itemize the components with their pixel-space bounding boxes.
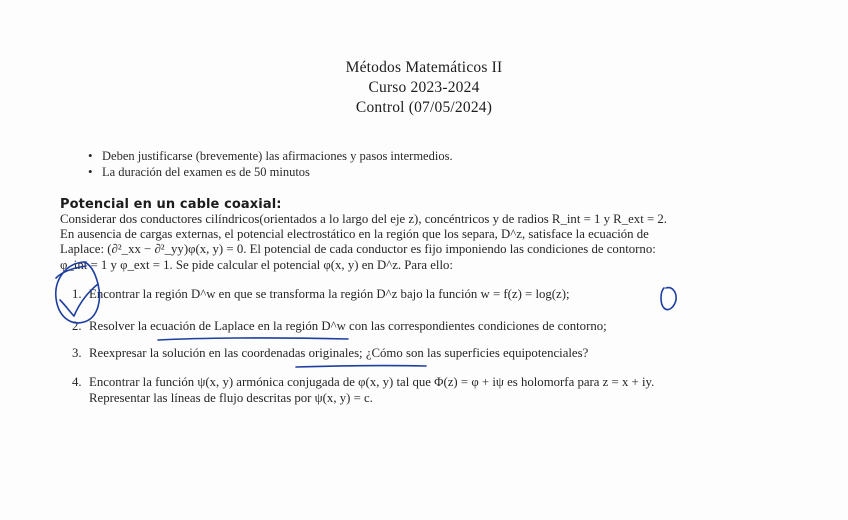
task-text: Reexpresar la solución en las coordenadas originales; ¿Cómo son las superficies equipotenciales? xyxy=(89,346,589,360)
statement-line: φ_int = 1 y φ_ext = 1. Se pide calcular el potencial φ(x, y) en D^z. Para ello: xyxy=(60,257,453,272)
problem-statement xyxy=(60,212,840,273)
exam-header xyxy=(0,58,848,118)
ink-underline-laplace xyxy=(158,338,348,340)
task-item-2 xyxy=(72,319,607,334)
course-year: Curso 2023-2024 xyxy=(368,79,480,96)
statement-line: En ausencia de cargas externas, el potencial electrostático en la región que los separa, D^z, satisface la ecuación de xyxy=(60,227,649,242)
exam-date: Control (07/05/2024) xyxy=(355,99,493,116)
instruction-item: • Deben justificarse (brevemente) las afirmaciones y pasos intermedios. xyxy=(88,148,453,164)
statement-line: Considerar dos conductores cilíndricos(orientados a lo largo del eje z), concéntricos y de radios R_int = 1 y R_ext = 2. xyxy=(60,212,667,226)
task-text: Encontrar la función ψ(x, y) armónica conjugada de φ(x, y) tal que Φ(z) = φ + iψ es holomorfa para z = x + iy. xyxy=(89,375,655,389)
task-number: 4. xyxy=(72,375,82,389)
task-item-1 xyxy=(72,287,570,302)
instruction-item: • La duración del examen es de 50 minutos xyxy=(88,164,453,180)
task-continuation: Representar las líneas de flujo descritas por ψ(x, y) = c. xyxy=(89,391,373,405)
ink-underline-coordinates xyxy=(296,366,426,367)
task-item-3 xyxy=(72,346,588,361)
task-item-4 xyxy=(72,375,654,406)
problem-title: Potencial en un cable coaxial: xyxy=(60,197,282,212)
task-number: 2. xyxy=(72,319,82,333)
exam-title: Métodos Matemáticos II xyxy=(345,59,503,76)
task-number: 3. xyxy=(72,346,82,360)
task-number: 1. xyxy=(72,287,82,301)
task-text: Encontrar la región D^w en que se transforma la región D^z bajo la función w = f(z) = log(z); xyxy=(89,287,570,301)
task-text: Resolver la ecuación de Laplace en la región D^w con las correspondientes condiciones de contorno; xyxy=(89,319,607,333)
ink-circle-log xyxy=(661,288,676,310)
statement-line: Laplace: (∂²_xx − ∂²_yy)φ(x, y) = 0. El potencial de cada conductor es fijo imponiendo las condiciones de contorno: xyxy=(60,242,656,257)
instructions-list xyxy=(88,148,453,180)
